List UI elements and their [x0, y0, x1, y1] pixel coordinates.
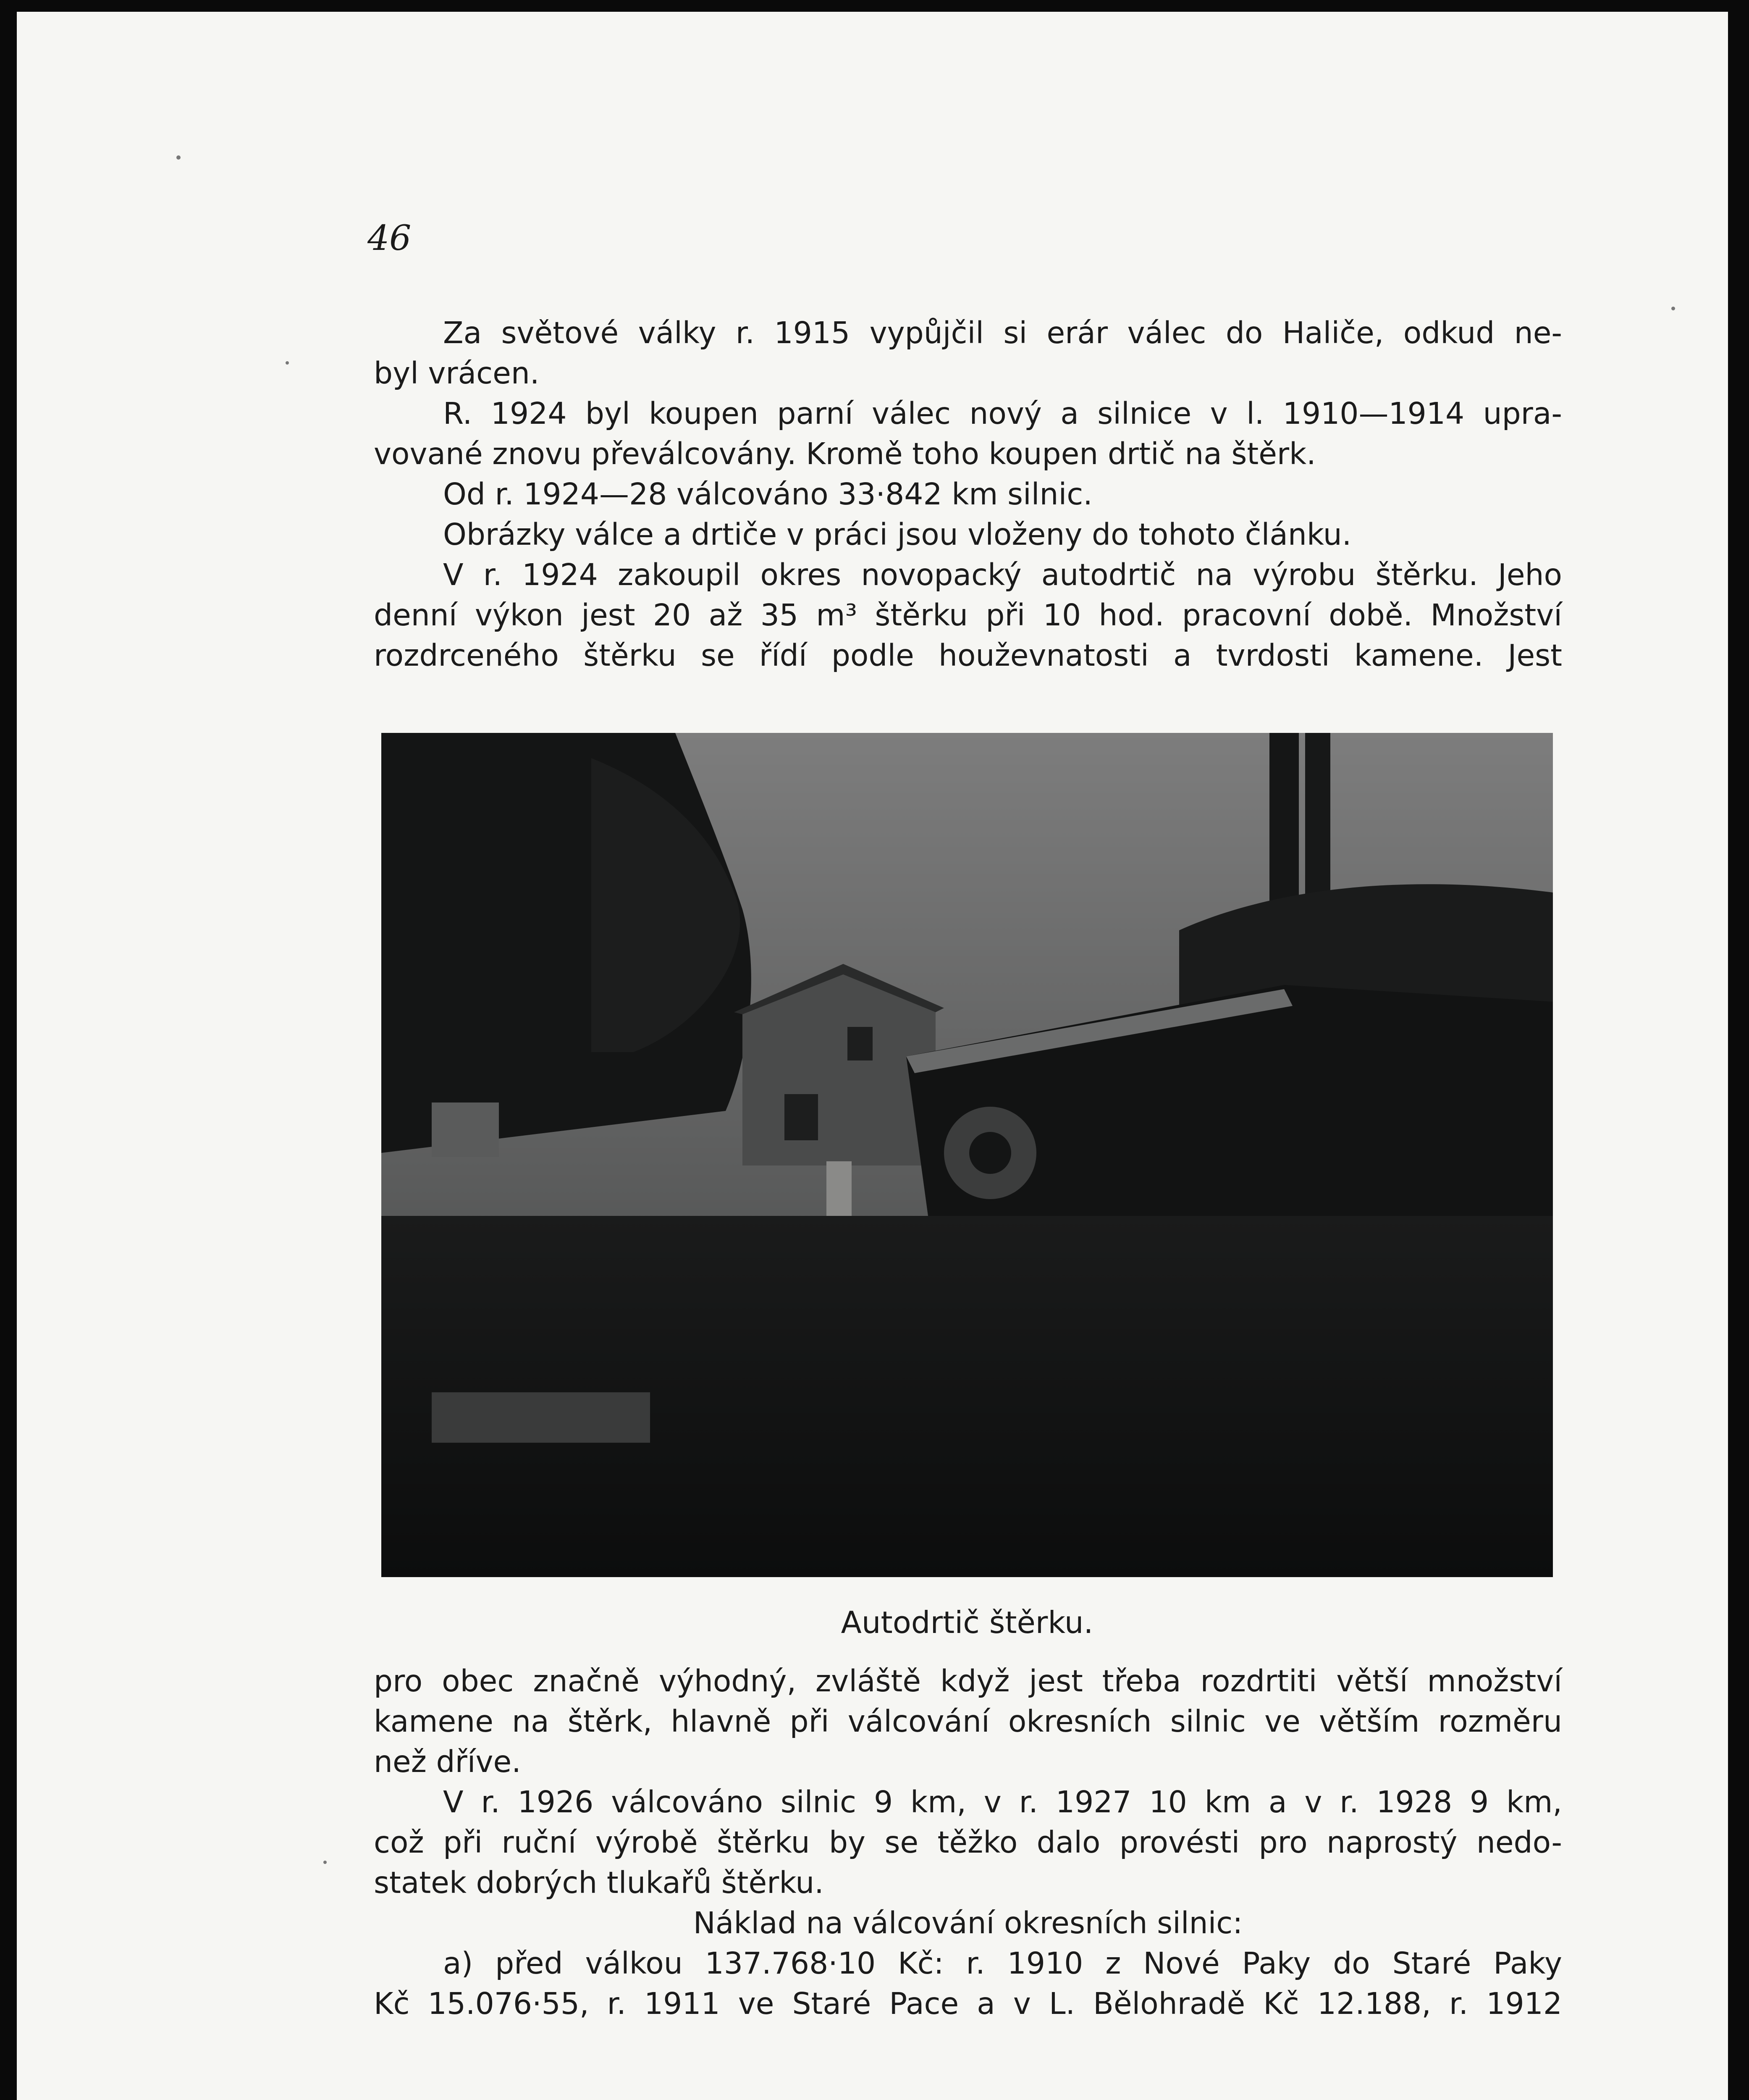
text-line: Od r. 1924—28 válcováno 33·842 km silnic.: [443, 477, 1093, 512]
photo-illustration: [381, 733, 1553, 1577]
dust-speck: [1671, 307, 1675, 310]
text-line: Náklad na válcování okresních silnic:: [693, 1906, 1243, 1940]
text-line: V r. 1924 zakoupil okres novopacký autodrtič na výrobu štěrku. Jeho: [443, 557, 1562, 592]
text-line: R. 1924 byl koupen parní válec nový a silnice v l. 1910—1914 upra-: [443, 396, 1562, 431]
body-text-bottom: [374, 1661, 1562, 2024]
text-line: Obrázky válce a drtiče v práci jsou vloženy do tohoto článku.: [443, 517, 1352, 552]
dust-speck: [323, 1861, 327, 1864]
text-line: vované znovu převálcovány. Kromě toho koupen drtič na štěrk.: [374, 436, 1316, 471]
text-line: což při ruční výrobě štěrku by se těžko dalo provésti pro naprostý nedo-: [374, 1825, 1562, 1860]
text-line: V r. 1926 válcováno silnic 9 km, v r. 1927 10 km a v r. 1928 9 km,: [443, 1785, 1562, 1819]
text-line: pro obec značně výhodný, zvláště když jest třeba rozdrtiti větší množství: [374, 1664, 1562, 1698]
text-line: než dříve.: [374, 1744, 521, 1779]
text-line: rozdrceného štěrku se řídí podle houževnatosti a tvrdosti kamene. Jest: [374, 638, 1562, 673]
page-number: 46: [367, 218, 412, 258]
figure-caption: Autodrtič štěrku.: [841, 1605, 1093, 1640]
house-window: [784, 1094, 818, 1140]
text-line: a) před válkou 137.768·10 Kč: r. 1910 z Nové Paky do Staré Paky: [443, 1946, 1562, 1981]
flywheel-hub: [969, 1132, 1011, 1174]
stone-crusher-photo: [381, 733, 1553, 1577]
text-line: statek dobrých tlukařů štěrku.: [374, 1865, 824, 1900]
dust-speck: [176, 155, 181, 160]
dust-speck: [286, 361, 289, 365]
body-text-top: [374, 313, 1562, 676]
shed: [432, 1102, 499, 1157]
text-line: Kč 15.076·55, r. 1911 ve Staré Pace a v L. Bělohradě Kč 12.188, r. 1912: [374, 1986, 1562, 2021]
text-line: kamene na štěrk, hlavně při válcování okresních silnic ve větším rozměru: [374, 1704, 1562, 1739]
stone-pile: [432, 1392, 650, 1443]
text-line: Za světové války r. 1915 vypůjčil si erár válec do Haliče, odkud ne-: [443, 315, 1562, 350]
house-window: [847, 1027, 873, 1060]
text-line: denní výkon jest 20 až 35 m³ štěrku při 10 hod. pracovní době. Množství: [374, 598, 1562, 633]
text-line: byl vrácen.: [374, 356, 540, 391]
